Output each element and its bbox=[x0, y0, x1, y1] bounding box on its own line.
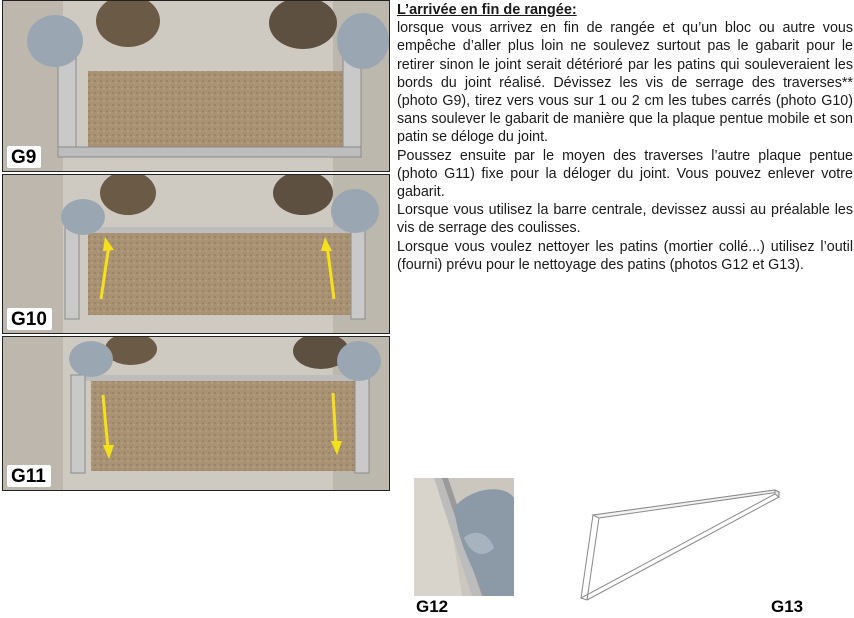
article-paragraph-4: Lorsque vous voulez nettoyer les patins (mortier collé...) utilisez l’outil (fourni) prévu pour le nettoyage des patins (photos G12 et G13). bbox=[397, 238, 853, 273]
g13-tool-drawing bbox=[565, 482, 785, 602]
g9-scene-image bbox=[3, 1, 390, 172]
article-paragraph-3: Lorsque vous utilisez la barre centrale, devissez aussi au préalable les vis de serrage des coulisses. bbox=[397, 202, 853, 237]
article-paragraph-1: lorsque vous arrivez en fin de rangée et qu’un bloc ou autre vous empêche d’aller plus loin ne soulevez surtout pas le gabarit pour le retirer sinon le joint serait détérioré par les patins qui souleveraient les bords du joint réalisé. Dévissez les vis de serrage des traverses** (photo G9), tirez vers vous sur 1 ou 2 cm les tubes carrés (photo G10) sans soulever le gabarit de manière que la plaque pentue mobile et son patin se déloge du joint. bbox=[397, 20, 853, 146]
photo-g10 bbox=[2, 174, 390, 334]
photo-label-g9: G9 bbox=[7, 146, 41, 168]
article bbox=[397, 1, 853, 274]
article-paragraph-2: Poussez ensuite par le moyen des traverses l’autre plaque pentue (photo G11) fixe pour la déloger du joint. Vous pouvez enlever votre gabarit. bbox=[397, 147, 853, 201]
g10-scene-image bbox=[3, 175, 390, 334]
photo-g9 bbox=[2, 0, 390, 172]
photo-label-g12: G12 bbox=[416, 597, 449, 616]
photo-label-g10: G10 bbox=[7, 308, 52, 330]
photo-label-g11: G11 bbox=[7, 465, 51, 487]
article-title: L’arrivée en fin de rangée: bbox=[397, 2, 577, 18]
photo-g11 bbox=[2, 336, 390, 491]
g11-scene-image bbox=[3, 337, 390, 491]
g12-scene-image bbox=[414, 478, 514, 596]
photo-label-g13: G13 bbox=[771, 597, 804, 616]
photo-g12 bbox=[414, 478, 514, 596]
